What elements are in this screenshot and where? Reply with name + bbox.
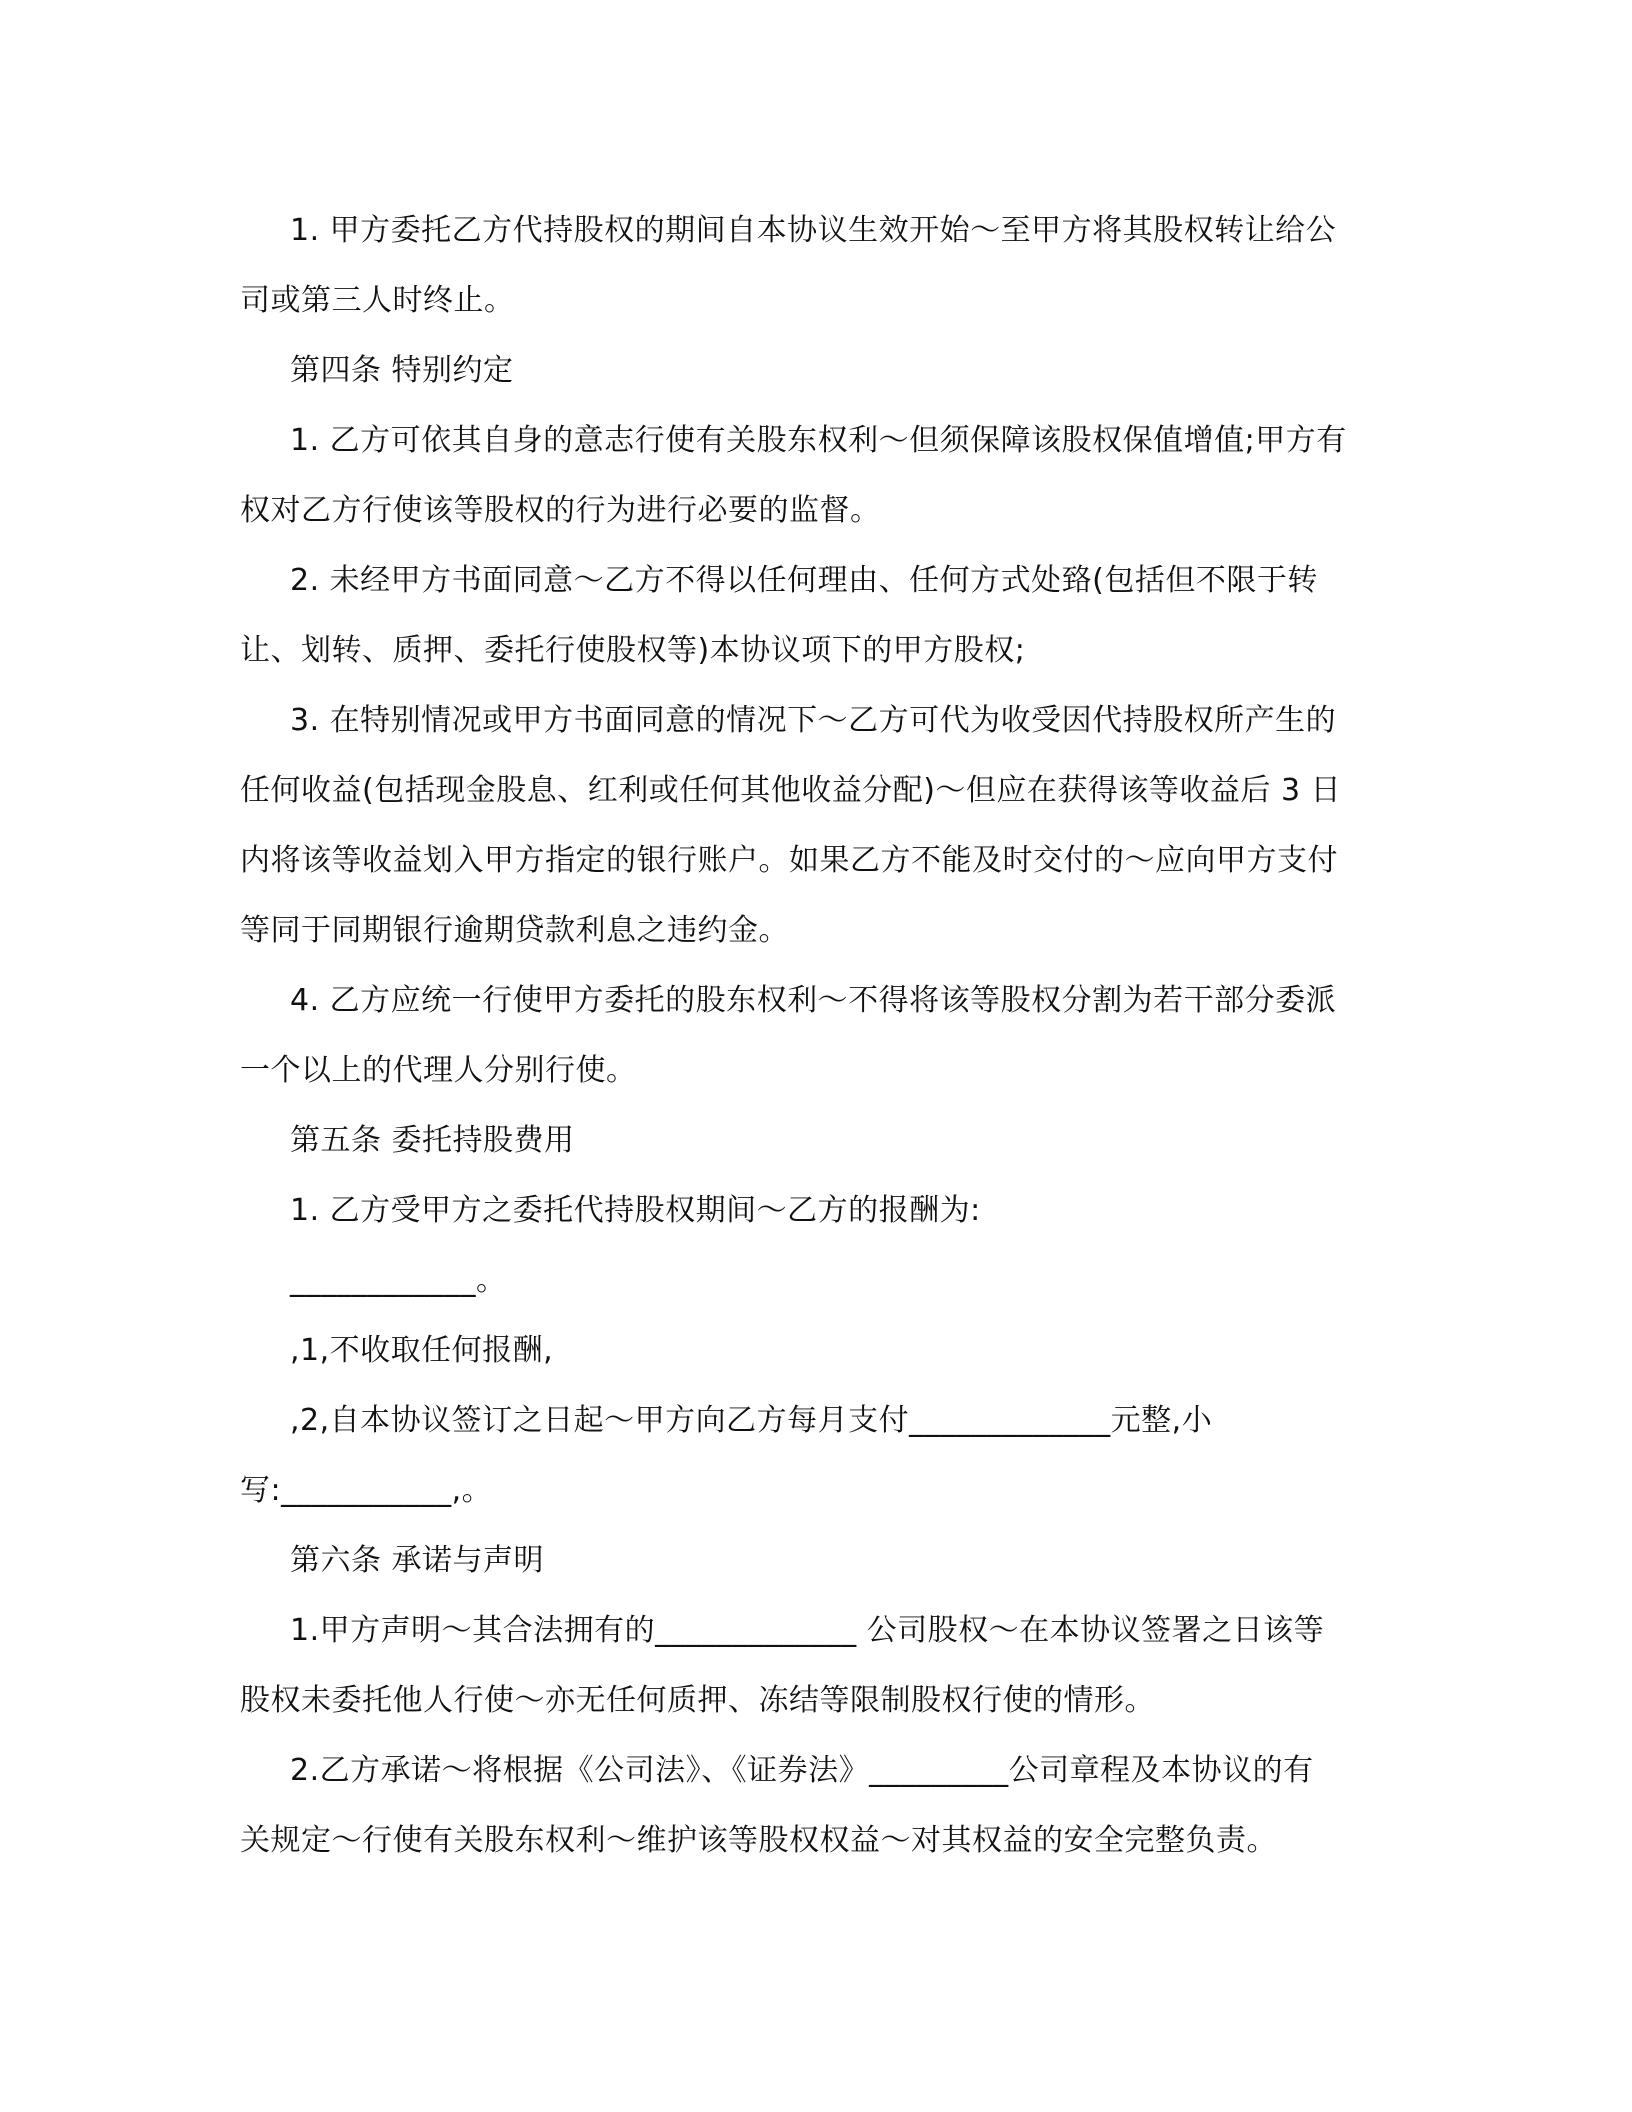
text-line: 等同于同期银行逾期贷款利息之违约金。	[240, 913, 789, 948]
text-line: 1. 乙方受甲方之委托代持股权期间～乙方的报酬为:	[290, 1193, 981, 1228]
text-line: 4. 乙方应统一行使甲方委托的股东权利～不得将该等股权分割为若干部分委派	[290, 983, 1337, 1018]
text-line: 2.乙方承诺～将根据《公司法》、《证券法》_________公司章程及本协议的有	[290, 1753, 1314, 1788]
text-line: 权对乙方行使该等股权的行为进行必要的监督。	[240, 493, 881, 528]
text-line: ____________。	[290, 1263, 507, 1298]
section-heading: 第五条 委托持股费用	[290, 1123, 575, 1158]
text-line: 1.甲方声明～其合法拥有的_____________ 公司股权～在本协议签署之日该等	[290, 1613, 1325, 1648]
text-line: 任何收益(包括现金股息、红利或任何其他收益分配)～但应在获得该等收益后 3 日	[240, 773, 1342, 808]
text-line: 司或第三人时终止。	[240, 283, 515, 318]
document-body	[240, 196, 1400, 1876]
text-line: 让、划转、质押、委托行使股权等)本协议项下的甲方股权;	[240, 633, 1026, 668]
text-line: 内将该等收益划入甲方指定的银行账户。如果乙方不能及时交付的～应向甲方支付	[240, 843, 1338, 878]
text-line: ,1,不收取任何报酬,	[290, 1333, 554, 1368]
text-line: 关规定～行使有关股东权利～维护该等股权权益～对其权益的安全完整负责。	[240, 1823, 1277, 1858]
text-line: 1. 甲方委托乙方代持股权的期间自本协议生效开始～至甲方将其股权转让给公	[290, 213, 1337, 248]
section-heading: 第六条 承诺与声明	[290, 1543, 545, 1578]
text-line: 1. 乙方可依其自身的意志行使有关股东权利～但须保障该股权保值增值;甲方有	[290, 423, 1347, 458]
text-line: ,2,自本协议签订之日起～甲方向乙方每月支付_____________元整,小	[290, 1403, 1213, 1438]
text-line: 一个以上的代理人分别行使。	[240, 1053, 637, 1088]
text-line: 2. 未经甲方书面同意～乙方不得以任何理由、任何方式处臵(包括但不限于转	[290, 563, 1318, 598]
text-line: 3. 在特别情况或甲方书面同意的情况下～乙方可代为收受因代持股权所产生的	[290, 703, 1337, 738]
text-line: 股权未委托他人行使～亦无任何质押、冻结等限制股权行使的情形。	[240, 1683, 1155, 1718]
section-heading: 第四条 特别约定	[290, 353, 514, 388]
text-line: 写:___________,。	[240, 1473, 493, 1508]
